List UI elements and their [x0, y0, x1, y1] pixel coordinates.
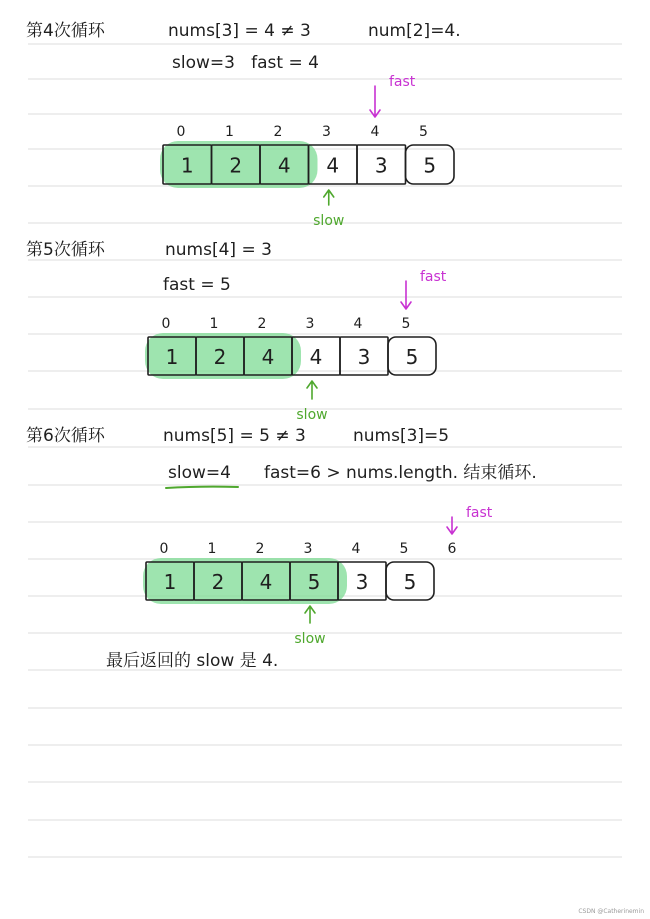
slow-pointer-label: slow — [313, 213, 345, 229]
array-index-label: 2 — [257, 316, 267, 332]
array-index-label: 5 — [419, 124, 428, 140]
array-cell-value: 5 — [405, 345, 419, 369]
array-cell-value: 4 — [326, 153, 340, 178]
array-cell-value: 3 — [374, 153, 388, 178]
array-index-label: 1 — [207, 541, 217, 557]
array-cell-value: 1 — [180, 153, 194, 178]
array-cell-value: 3 — [355, 570, 369, 594]
round-6-compare-text: nums[5] = 5 ≠ 3 — [163, 426, 306, 446]
round-6-array-diagram — [143, 505, 493, 647]
array-index-label: 4 — [353, 316, 363, 332]
round-6-end-text: fast=6 > nums.length. 结束循环. — [264, 463, 537, 483]
array-index-label: 1 — [225, 124, 234, 140]
round-4-array-diagram — [160, 74, 454, 229]
array-index-label: 0 — [161, 316, 171, 332]
round-5-pointers-text: fast = 5 — [163, 275, 231, 295]
round-5-section — [26, 240, 447, 423]
slow-pointer-arrow — [307, 381, 317, 399]
round-4-pointers-text: slow=3 fast = 4 — [172, 53, 319, 73]
watermark: CSDN @Catherinemin — [578, 908, 644, 915]
fast-pointer-arrow — [370, 86, 380, 117]
round-4-label: 第4次循环 — [26, 21, 105, 41]
array-cell-value: 5 — [307, 570, 321, 594]
array-cell-value: 4 — [277, 153, 291, 178]
slow-pointer-label: slow — [294, 631, 326, 647]
slow-pointer-label: slow — [296, 407, 328, 423]
array-index-label: 3 — [303, 541, 313, 557]
fast-pointer-label: fast — [420, 269, 447, 285]
round-6-section — [26, 426, 537, 647]
array-index-label: 6 — [447, 541, 457, 557]
round-6-slow-text: slow=4 — [168, 463, 231, 483]
array-index-label: 2 — [273, 124, 283, 140]
fast-pointer-arrow — [447, 517, 457, 534]
array-cell-value: 4 — [259, 570, 273, 594]
round-6-assign-text: nums[3]=5 — [353, 426, 450, 446]
array-cell-value: 3 — [357, 345, 371, 369]
round-4-section — [26, 21, 461, 229]
notebook-rule-lines — [28, 44, 622, 857]
round-5-compare-text: nums[4] = 3 — [165, 240, 272, 260]
array-cell-value: 4 — [309, 345, 323, 369]
array-cell-value: 2 — [213, 345, 227, 369]
round-4-compare-text: nums[3] = 4 ≠ 3 — [168, 21, 311, 41]
array-cell-value: 2 — [211, 570, 225, 594]
array-cell-value: 2 — [229, 153, 243, 178]
fast-pointer-label: fast — [389, 74, 416, 90]
array-index-label: 1 — [209, 316, 219, 332]
array-index-label: 4 — [370, 124, 380, 140]
array-cell-value: 4 — [261, 345, 275, 369]
array-cell-value: 5 — [423, 153, 437, 178]
conclusion-text: 最后返回的 slow 是 4. — [106, 651, 279, 671]
array-cell-value: 1 — [163, 570, 177, 594]
slow-pointer-arrow — [305, 606, 315, 623]
array-index-label: 3 — [322, 124, 331, 140]
array-index-label: 2 — [255, 541, 265, 557]
fast-pointer-arrow — [401, 281, 411, 309]
round-4-assign-text: num[2]=4. — [368, 21, 461, 41]
array-index-label: 0 — [176, 124, 186, 140]
array-cell-value: 5 — [403, 570, 417, 594]
round-6-slow-underline — [166, 487, 238, 488]
round-5-label: 第5次循环 — [26, 240, 105, 260]
round-6-label: 第6次循环 — [26, 426, 105, 446]
array-index-label: 5 — [401, 316, 411, 332]
slow-pointer-arrow — [324, 190, 334, 205]
array-index-label: 5 — [399, 541, 409, 557]
array-index-label: 3 — [305, 316, 315, 332]
array-cell-value: 1 — [165, 345, 179, 369]
fast-pointer-label: fast — [466, 505, 493, 521]
array-index-label: 0 — [159, 541, 169, 557]
array-index-label: 4 — [351, 541, 361, 557]
